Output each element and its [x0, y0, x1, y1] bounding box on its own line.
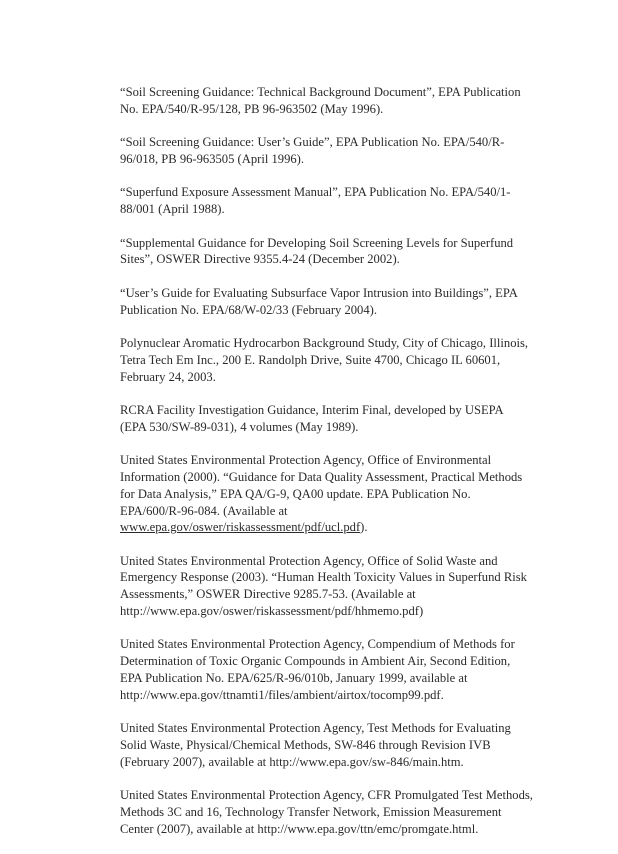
reference-link[interactable]: www.epa.gov/oswer/riskassessment/pdf/ucl.pdf: [120, 520, 361, 535]
reference-item: [120, 553, 558, 620]
reference-line: Tetra Tech Em Inc., 200 E. Randolph Drive, Suite 4700, Chicago IL 60601,: [120, 352, 501, 367]
reference-line: for Data Analysis,” EPA QA/G-9, QA00 update. EPA Publication No.: [120, 486, 471, 501]
reference-item: [120, 787, 558, 837]
reference-line: http://www.epa.gov/ttnamti1/files/ambient/airtox/tocomp99.pdf.: [120, 687, 444, 702]
reference-line: (February 2007), available at http://www.epa.gov/sw-846/main.htm.: [120, 754, 464, 769]
reference-line: United States Environmental Protection Agency, Office of Solid Waste and: [120, 553, 498, 568]
reference-line: “Soil Screening Guidance: User’s Guide”, EPA Publication No. EPA/540/R-: [120, 135, 505, 150]
reference-line: http://www.epa.gov/oswer/riskassessment/pdf/hhmemo.pdf): [120, 604, 424, 619]
reference-line: Publication No. EPA/68/W-02/33 (February 2004).: [120, 302, 377, 317]
reference-line: “Soil Screening Guidance: Technical Background Document”, EPA Publication: [120, 85, 521, 99]
reference-item: [120, 285, 558, 319]
reference-line: Sites”, OSWER Directive 9355.4-24 (December 2002).: [120, 252, 400, 267]
reference-list: [120, 84, 558, 854]
reference-item: [120, 134, 558, 168]
reference-line: Center (2007), available at http://www.epa.gov/ttn/emc/promgate.html.: [120, 821, 479, 836]
reference-item: [120, 636, 558, 703]
reference-line: United States Environmental Protection Agency, CFR Promulgated Test Methods,: [120, 788, 533, 803]
reference-line-with-link: [120, 519, 558, 536]
reference-line: Methods 3C and 16, Technology Transfer Network, Emission Measurement: [120, 805, 502, 820]
reference-line: February 24, 2003.: [120, 369, 216, 384]
reference-line: Assessments,” OSWER Directive 9285.7-53. (Available at: [120, 587, 416, 602]
reference-item: [120, 235, 558, 269]
reference-line: “User’s Guide for Evaluating Subsurface Vapor Intrusion into Buildings”, EPA: [120, 285, 518, 300]
reference-line: (EPA 530/SW-89-031), 4 volumes (May 1989).: [120, 419, 359, 434]
reference-line: EPA/600/R-96-084. (Available at: [120, 503, 288, 518]
reference-line: “Superfund Exposure Assessment Manual”, EPA Publication No. EPA/540/1-: [120, 185, 511, 200]
reference-item: [120, 720, 558, 770]
reference-item: [120, 335, 558, 385]
reference-line: Emergency Response (2003). “Human Health Toxicity Values in Superfund Risk: [120, 570, 527, 585]
reference-item: [120, 402, 558, 436]
reference-line: Determination of Toxic Organic Compounds in Ambient Air, Second Edition,: [120, 654, 511, 669]
reference-line: 88/001 (April 1988).: [120, 202, 225, 217]
reference-line: No. EPA/540/R-95/128, PB 96-963502 (May 1996).: [120, 101, 384, 116]
reference-line: Information (2000). “Guidance for Data Quality Assessment, Practical Methods: [120, 469, 523, 484]
reference-line: United States Environmental Protection Agency, Office of Environmental: [120, 453, 492, 468]
reference-line: United States Environmental Protection Agency, Compendium of Methods for: [120, 637, 515, 652]
reference-line: EPA Publication No. EPA/625/R-96/010b, January 1999, available at: [120, 671, 468, 686]
reference-line: RCRA Facility Investigation Guidance, Interim Final, developed by USEPA: [120, 402, 504, 417]
reference-link-suffix: ).: [360, 520, 368, 535]
reference-item: [120, 84, 558, 118]
reference-line: 96/018, PB 96-963505 (April 1996).: [120, 151, 305, 166]
reference-item: [120, 184, 558, 218]
reference-item: [120, 452, 558, 536]
reference-line: “Supplemental Guidance for Developing Soil Screening Levels for Superfund: [120, 235, 514, 250]
reference-line: Polynuclear Aromatic Hydrocarbon Background Study, City of Chicago, Illinois,: [120, 335, 529, 350]
reference-line: Solid Waste, Physical/Chemical Methods, SW-846 through Revision IVB: [120, 738, 491, 753]
reference-line: United States Environmental Protection Agency, Test Methods for Evaluating: [120, 721, 511, 736]
